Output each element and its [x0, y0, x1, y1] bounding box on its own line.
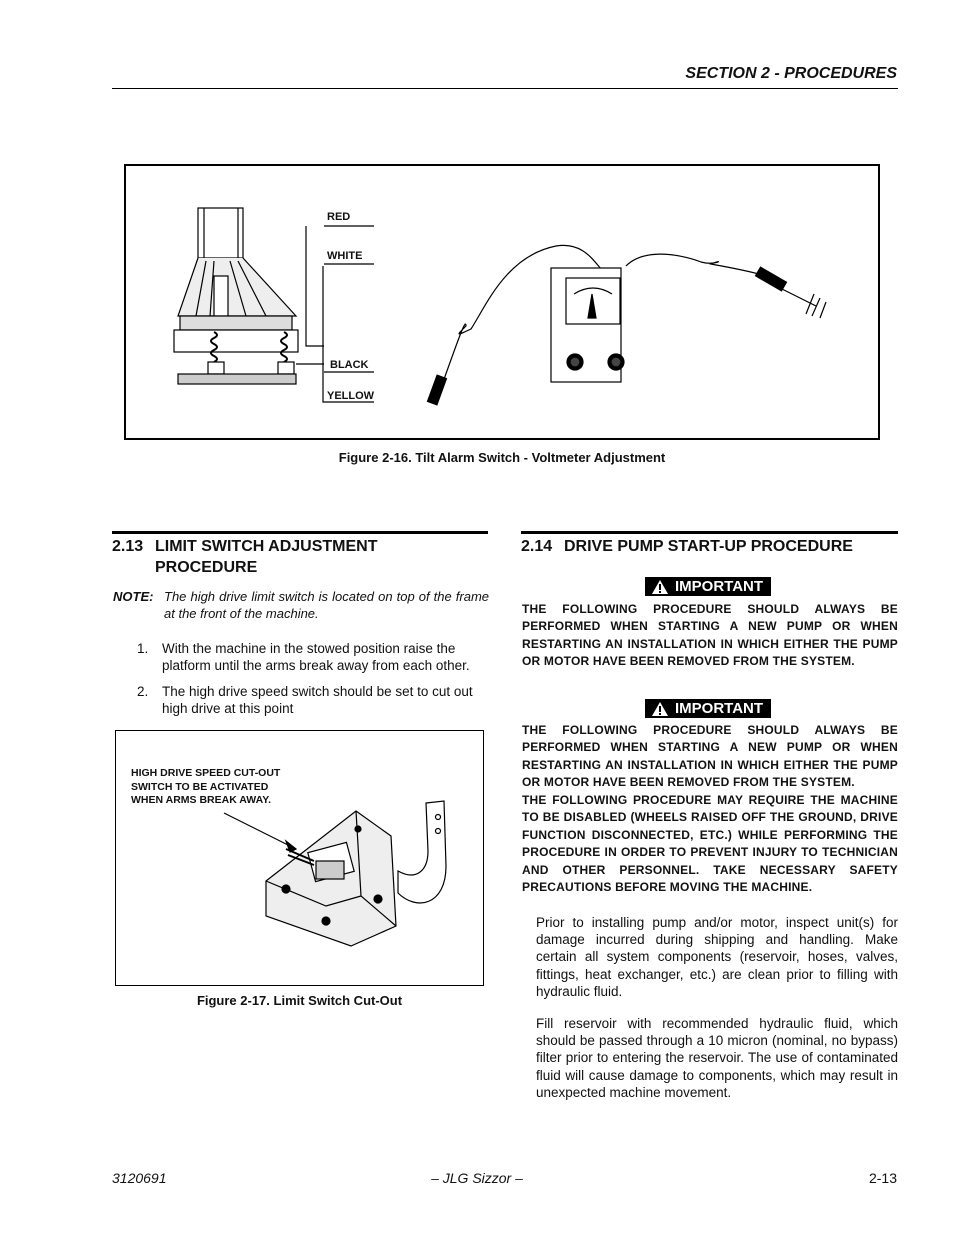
- important-label-1: IMPORTANT: [675, 578, 764, 595]
- section-213-title-line1: LIMIT SWITCH ADJUSTMENT: [155, 538, 378, 555]
- step-2-number: 2.: [137, 684, 149, 699]
- warning-triangle-icon: [651, 701, 669, 717]
- callout-line-1: HIGH DRIVE SPEED CUT-OUT: [131, 767, 281, 779]
- wire-label-red: RED: [327, 211, 351, 223]
- note-label: NOTE:: [113, 589, 154, 604]
- section-213-title-line2: PROCEDURE: [155, 559, 258, 576]
- footer-title: – JLG Sizzor –: [431, 1170, 523, 1186]
- figure-limit-switch: [115, 730, 484, 986]
- important-text-2a: THE FOLLOWING PROCEDURE SHOULD ALWAYS BE PERFORMED WHEN STARTING A NEW PUMP OR WHEN RESTARTING AN INSTALLATION IN WHICH EITHER THE PUMP OR MOTOR HAVE BEEN REMOVED FROM THE SYSTEM.: [522, 723, 898, 790]
- figure-17-caption: Figure 2-17. Limit Switch Cut-Out: [196, 993, 403, 1008]
- wire-label-white: WHITE: [327, 250, 363, 262]
- callout-line-2: SWITCH TO BE ACTIVATED: [131, 780, 269, 793]
- tilt-alarm-illustration: [126, 166, 878, 438]
- section-header: SECTION 2 - PROCEDURES: [685, 65, 897, 82]
- callout-line-3: WHEN ARMS BREAK AWAY.: [131, 794, 272, 806]
- figure-tilt-alarm: [124, 164, 880, 440]
- step-1-number: 1.: [137, 641, 149, 656]
- wire-label-yellow: YELLOW: [327, 390, 375, 402]
- important-text-1: THE FOLLOWING PROCEDURE SHOULD ALWAYS BE PERFORMED WHEN STARTING A NEW PUMP OR WHEN RESTARTING AN INSTALLATION IN WHICH EITHER THE PUMP OR MOTOR HAVE BEEN REMOVED FROM THE SYSTEM.: [522, 602, 898, 669]
- section-214-title: DRIVE PUMP START-UP PROCEDURE: [564, 538, 853, 555]
- header-rule: [112, 88, 898, 89]
- figure-16-caption: Figure 2-16. Tilt Alarm Switch - Voltmeter Adjustment: [338, 450, 666, 465]
- section-213-number: 2.13: [112, 538, 144, 555]
- important-label-2: IMPORTANT: [675, 700, 764, 717]
- warning-triangle-icon: [651, 579, 669, 595]
- section-rule-214: [521, 531, 898, 534]
- footer-doc-number: 3120691: [112, 1170, 167, 1186]
- footer-page-number: 2-13: [868, 1170, 897, 1186]
- wire-label-black: BLACK: [330, 359, 369, 371]
- paragraph-fill-reservoir: Fill reservoir with recommended hydraulic fluid, which should be passed through a 10 micron (nominal, no bypass) filter prior to entering the reservoir. The use of contaminated fluid will cause damage to components, which may result in unexpected machine movement.: [536, 1016, 898, 1100]
- section-rule-213: [112, 531, 488, 534]
- important-badge-1: [645, 577, 771, 596]
- paragraph-inspect: Prior to installing pump and/or motor, inspect unit(s) for damage incurred during shipping and handling. Make certain all system components (reservoir, hoses, valves, fittings, heat exchanger, etc.) are clean prior to filling with hydraulic fluid.: [536, 915, 898, 999]
- section-214-number: 2.14: [521, 538, 553, 555]
- step-1-text: With the machine in the stowed position raise the platform until the arms break away from each other.: [162, 641, 470, 673]
- step-2-text: The high drive speed switch should be set to cut out high drive at this point: [162, 684, 473, 716]
- limit-switch-illustration: [116, 731, 482, 984]
- note-text: The high drive limit switch is located on top of the frame at the front of the machine.: [164, 589, 489, 621]
- important-badge-2: [645, 699, 771, 718]
- important-text-2b: THE FOLLOWING PROCEDURE MAY REQUIRE THE MACHINE TO BE DISABLED (WHEELS RAISED OFF THE GROUND, DRIVE FUNCTION DISCONNECTED, ETC.) WHILE PERFORMING THE PROCEDURE IN ORDER TO PREVENT INJURY TO TECHNICIAN AND OTHER PERSONNEL. TAKE NECESSARY SAFETY PRECAUTIONS BEFORE MOVING THE MACHINE.: [522, 793, 898, 895]
